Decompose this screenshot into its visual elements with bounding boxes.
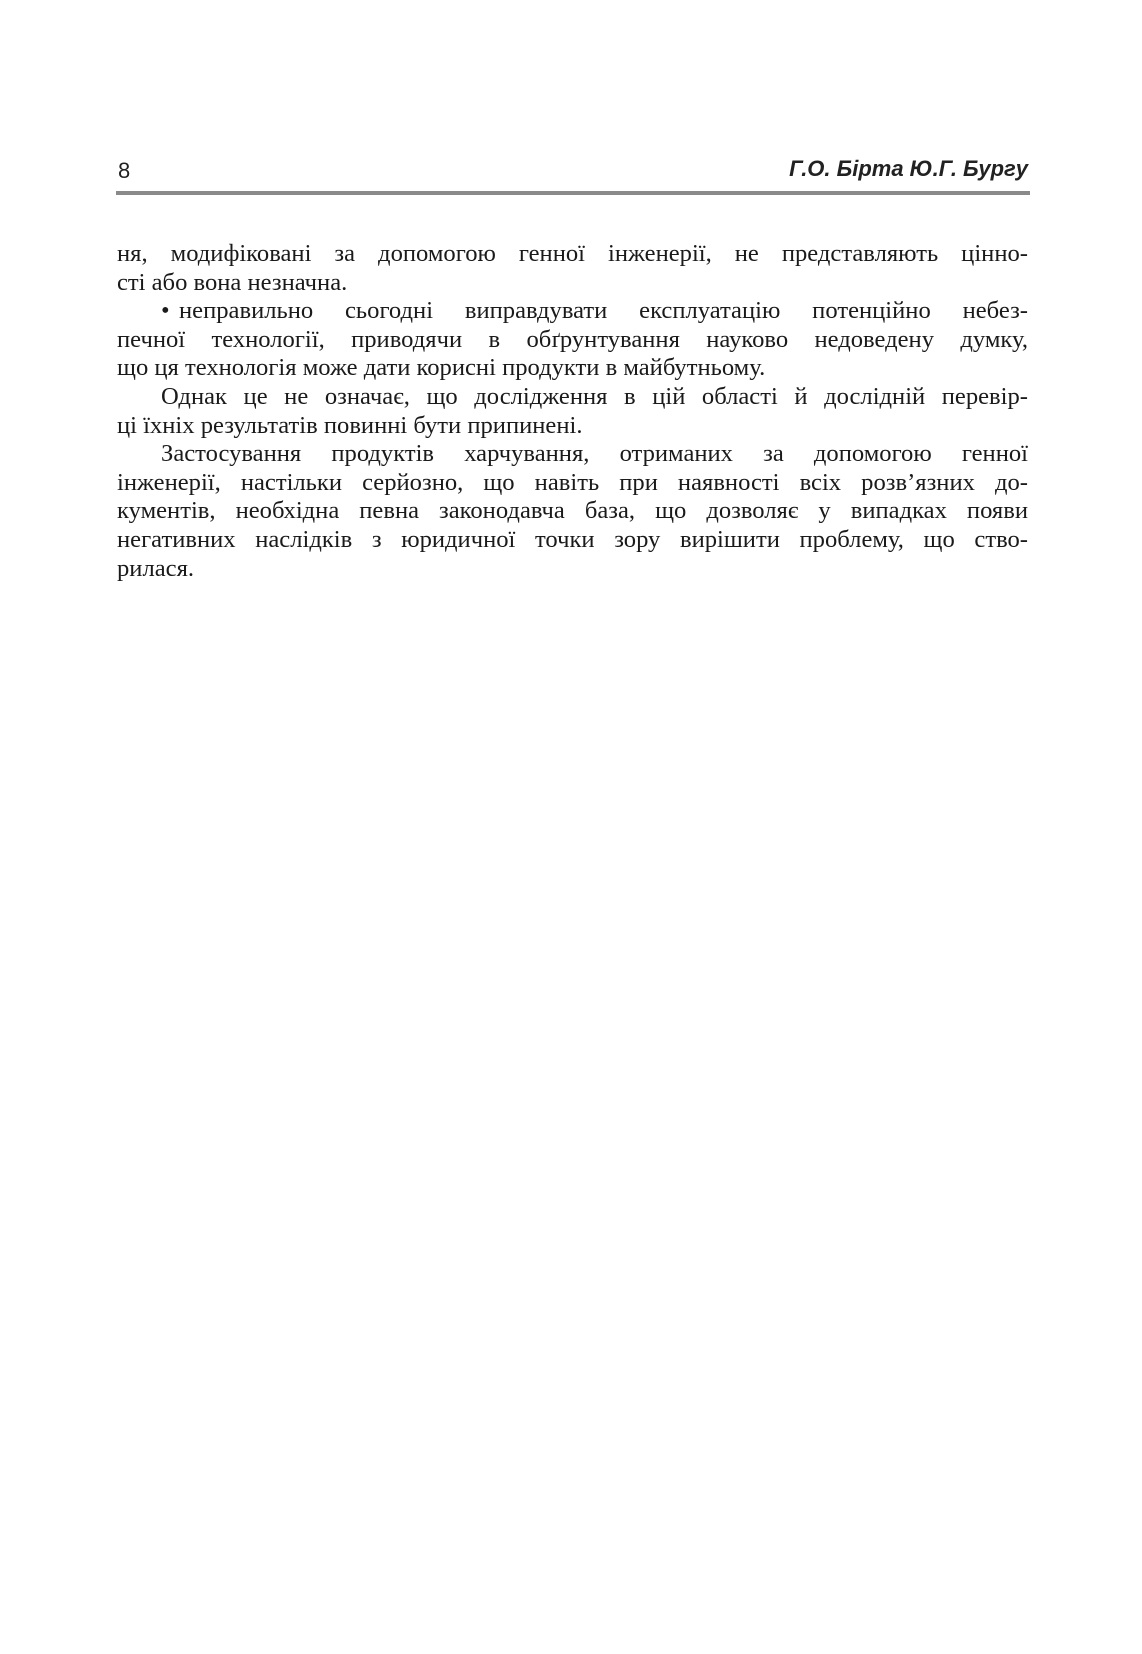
text-line: негативних наслідків з юридичної точки зору вирішити проблему, що ство- — [117, 525, 1028, 553]
bullet-text: неправильно сьогодні виправдувати експлуатацію потенційно небез- — [179, 297, 1028, 325]
bullet-icon: • — [161, 297, 170, 325]
text-line: рилася. — [117, 554, 195, 582]
text-line: Однак це не означає, що дослідження в цій області й дослідній перевір- — [161, 382, 1028, 410]
body-text — [117, 240, 1028, 583]
page-number: 8 — [118, 158, 131, 183]
text-line — [117, 297, 1028, 326]
text-line: Застосування продуктів харчування, отриманих за допомогою генної — [161, 440, 1028, 468]
paragraph — [117, 383, 1028, 440]
text-line: інженерії, настільки серйозно, що навіть при наявності всіх розв’язних до- — [117, 468, 1028, 496]
header-rule — [116, 191, 1030, 195]
running-head — [116, 154, 1030, 190]
bullet-item — [117, 297, 1028, 383]
text-line: печної технології, приводячи в обґрунтування науково недоведену думку, — [117, 325, 1028, 353]
running-head-authors: Г.О. Бірта Ю.Г. Бургу — [789, 156, 1028, 181]
text-line: сті або вона незначна. — [117, 268, 348, 296]
paragraph-continued — [117, 240, 1028, 297]
text-line: кументів, необхідна певна законодавча база, що дозволяє у випадках появи — [117, 497, 1028, 525]
text-line: що ця технологія може дати корисні продукти в майбутньому. — [117, 354, 766, 382]
text-line: ня, модифіковані за допомогою генної інженерії, не представляють цінно- — [117, 240, 1028, 267]
paragraph — [117, 440, 1028, 583]
text-line: ці їхніх результатів повинні бути припинені. — [117, 411, 583, 439]
